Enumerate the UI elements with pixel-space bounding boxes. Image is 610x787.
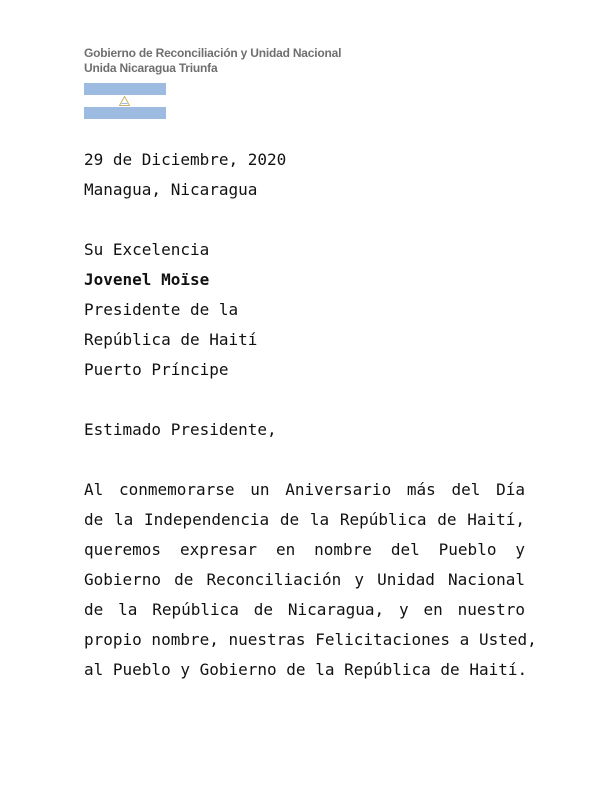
body-line: de la Independencia de la República de Haití, xyxy=(84,510,525,529)
body-paragraph xyxy=(84,475,537,685)
recipient-title-2: República de Haití xyxy=(84,330,258,349)
letterhead-line-2: Unida Nicaragua Triunfa xyxy=(84,61,218,75)
recipient-city: Puerto Príncipe xyxy=(84,360,229,379)
body-line: Gobierno de Reconciliación y Unidad Nacional xyxy=(84,570,525,589)
place-line: Managua, Nicaragua xyxy=(84,180,258,199)
body-line: propio nombre, nuestras Felicitaciones a Usted, xyxy=(84,630,537,649)
recipient-honorific: Su Excelencia xyxy=(84,240,210,259)
greeting: Estimado Presidente, xyxy=(84,420,277,439)
recipient-title-1: Presidente de la xyxy=(84,300,239,319)
body-line: de la República de Nicaragua, y en nuestro xyxy=(84,600,525,619)
flag-stripe-top xyxy=(84,83,166,95)
body-line: Al conmemorarse un Aniversario más del Día xyxy=(84,480,525,499)
date-line: 29 de Diciembre, 2020 xyxy=(84,150,287,169)
letterhead xyxy=(84,46,341,76)
nicaragua-flag-icon xyxy=(84,83,166,119)
body-line: queremos expresar en nombre del Pueblo y xyxy=(84,540,525,559)
body-line: al Pueblo y Gobierno de la República de Haití. xyxy=(84,660,528,679)
flag-stripe-bottom xyxy=(84,107,166,119)
letter-body xyxy=(84,145,537,685)
recipient-name: Jovenel Moïse xyxy=(84,270,210,289)
letterhead-line-1: Gobierno de Reconciliación y Unidad Nacional xyxy=(84,46,342,60)
coat-of-arms-icon xyxy=(119,96,130,106)
flag-stripe-middle xyxy=(84,95,166,107)
